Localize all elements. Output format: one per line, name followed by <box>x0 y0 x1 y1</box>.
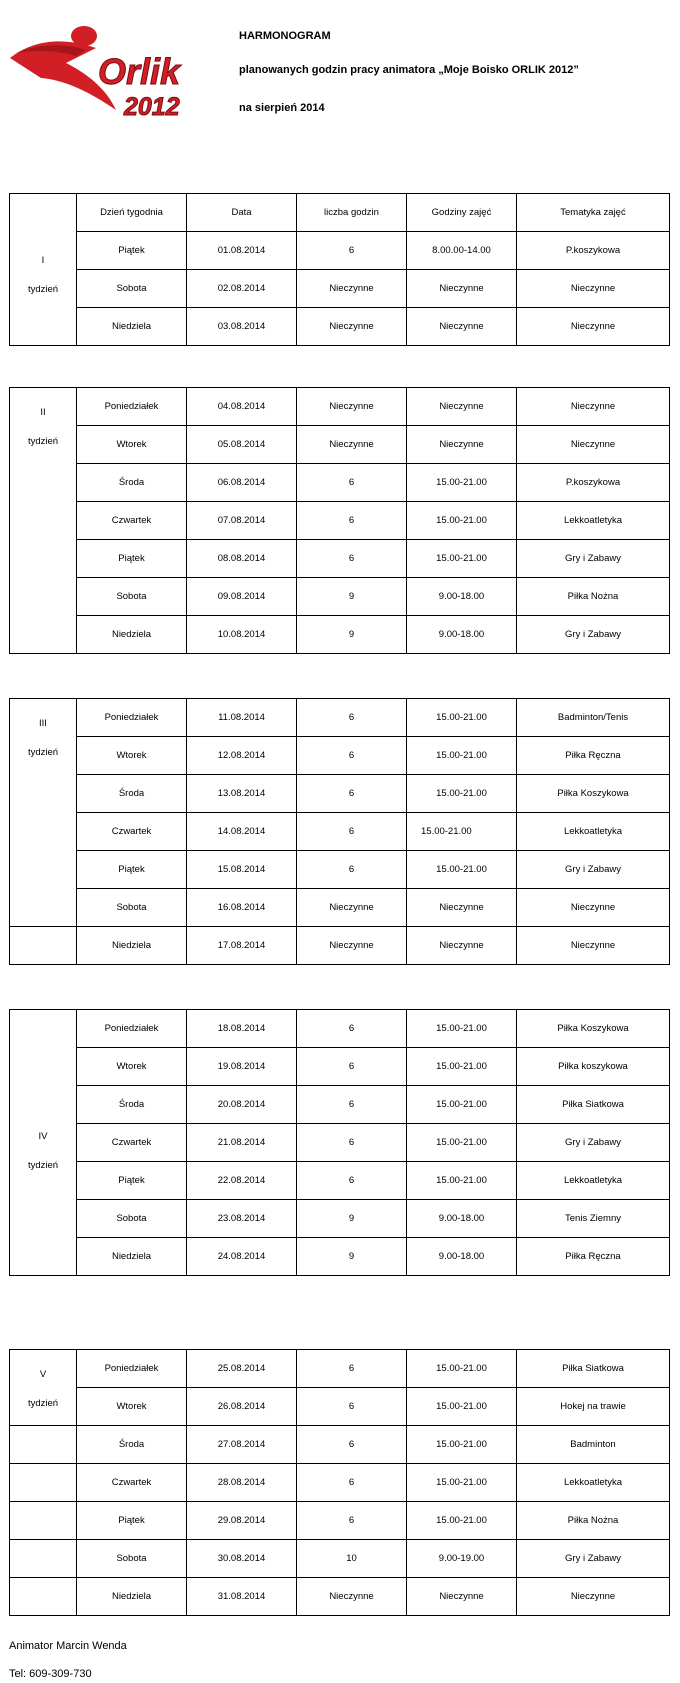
date-cell: 11.08.2014 <box>187 699 297 737</box>
topic-cell: Hokej na trawie <box>517 1388 670 1426</box>
hours-cell: Nieczynne <box>407 270 517 308</box>
animator-phone: Tel: 609-309-730 <box>9 1668 92 1680</box>
week-number: III <box>39 718 47 729</box>
date-cell: 28.08.2014 <box>187 1464 297 1502</box>
day-cell: Środa <box>77 775 187 813</box>
hours-cell: 15.00-21.00 <box>407 813 517 851</box>
document-period: na sierpień 2014 <box>239 102 325 114</box>
table-row <box>10 1350 670 1388</box>
topic-cell: Gry i Zabawy <box>517 851 670 889</box>
date-cell: 27.08.2014 <box>187 1426 297 1464</box>
date-cell: 16.08.2014 <box>187 889 297 927</box>
week-number: II <box>40 407 46 418</box>
hours-count-cell: 6 <box>297 1048 407 1086</box>
hours-cell: 15.00-21.00 <box>407 540 517 578</box>
table-row <box>10 1540 670 1578</box>
date-cell: 01.08.2014 <box>187 232 297 270</box>
table-row <box>10 464 670 502</box>
week-label-cell-empty <box>10 1464 77 1502</box>
table-row <box>10 308 670 346</box>
day-cell: Piątek <box>77 1502 187 1540</box>
hours-cell: 15.00-21.00 <box>407 737 517 775</box>
hours-count-cell: Nieczynne <box>297 388 407 426</box>
animator-name: Animator Marcin Wenda <box>9 1640 127 1652</box>
table-row <box>10 737 670 775</box>
week-label-cell <box>10 1350 77 1426</box>
topic-cell: Piłka Ręczna <box>517 737 670 775</box>
hours-count-cell: 9 <box>297 1238 407 1276</box>
hours-count-cell: Nieczynne <box>297 889 407 927</box>
table-row <box>10 540 670 578</box>
week-label-cell-empty <box>10 1540 77 1578</box>
topic-cell: Piłka Nożna <box>517 578 670 616</box>
date-cell: 21.08.2014 <box>187 1124 297 1162</box>
topic-cell: Piłka Nożna <box>517 1502 670 1540</box>
logo-head-icon <box>71 26 97 46</box>
day-cell: Środa <box>77 1426 187 1464</box>
topic-cell: P.koszykowa <box>517 232 670 270</box>
hours-cell: 15.00-21.00 <box>407 1010 517 1048</box>
day-cell: Poniedziałek <box>77 1350 187 1388</box>
topic-cell: Piłka Ręczna <box>517 1238 670 1276</box>
date-cell: 31.08.2014 <box>187 1578 297 1616</box>
date-cell: 22.08.2014 <box>187 1162 297 1200</box>
day-cell: Niedziela <box>77 308 187 346</box>
day-cell: Czwartek <box>77 1464 187 1502</box>
hours-cell: Nieczynne <box>407 1578 517 1616</box>
date-cell: 26.08.2014 <box>187 1388 297 1426</box>
hours-cell: 15.00-21.00 <box>407 1124 517 1162</box>
table-row <box>10 502 670 540</box>
topic-cell: Piłka Koszykowa <box>517 775 670 813</box>
week-2-table <box>9 387 670 654</box>
hours-cell: 15.00-21.00 <box>407 775 517 813</box>
hours-count-cell: 9 <box>297 578 407 616</box>
topic-cell: Nieczynne <box>517 927 670 965</box>
hours-count-cell: 6 <box>297 540 407 578</box>
hours-cell: 15.00-21.00 <box>407 1426 517 1464</box>
day-cell: Sobota <box>77 578 187 616</box>
day-cell: Środa <box>77 1086 187 1124</box>
hours-count-cell: 6 <box>297 1010 407 1048</box>
topic-cell: Gry i Zabawy <box>517 1540 670 1578</box>
day-cell: Sobota <box>77 270 187 308</box>
hours-count-cell: Nieczynne <box>297 270 407 308</box>
table-row <box>10 1578 670 1616</box>
table-row <box>10 889 670 927</box>
date-cell: 06.08.2014 <box>187 464 297 502</box>
table-row <box>10 813 670 851</box>
day-cell: Wtorek <box>77 1048 187 1086</box>
table-row <box>10 1010 670 1048</box>
column-header-hours: Godziny zajęć <box>407 194 517 232</box>
date-cell: 08.08.2014 <box>187 540 297 578</box>
day-cell: Piątek <box>77 232 187 270</box>
hours-count-cell: 6 <box>297 699 407 737</box>
date-cell: 20.08.2014 <box>187 1086 297 1124</box>
hours-cell: 15.00-21.00 <box>407 1162 517 1200</box>
hours-count-cell: 6 <box>297 851 407 889</box>
hours-count-cell: 6 <box>297 775 407 813</box>
table-row <box>10 851 670 889</box>
day-cell: Wtorek <box>77 1388 187 1426</box>
date-cell: 04.08.2014 <box>187 388 297 426</box>
hours-count-cell: 9 <box>297 616 407 654</box>
week-label-cell-empty <box>10 1502 77 1540</box>
week-4-table <box>9 1009 670 1276</box>
hours-cell: 9.00-18.00 <box>407 616 517 654</box>
document-title: HARMONOGRAM <box>239 30 331 42</box>
week-label-cell <box>10 388 77 654</box>
week-word: tydzień <box>27 436 59 447</box>
hours-count-cell: 6 <box>297 737 407 775</box>
table-row <box>10 1388 670 1426</box>
hours-cell: 9.00-19.00 <box>407 1540 517 1578</box>
week-label-cell <box>10 699 77 927</box>
topic-cell: Nieczynne <box>517 426 670 464</box>
hours-cell: 15.00-21.00 <box>407 1350 517 1388</box>
table-row <box>10 232 670 270</box>
hours-cell: Nieczynne <box>407 889 517 927</box>
table-row <box>10 1124 670 1162</box>
column-header-hours-count: liczba godzin <box>297 194 407 232</box>
hours-count-cell: 6 <box>297 1388 407 1426</box>
hours-count-cell: 6 <box>297 232 407 270</box>
week-label-cell-empty <box>10 927 77 965</box>
day-cell: Wtorek <box>77 737 187 775</box>
hours-cell: 8.00.00-14.00 <box>407 232 517 270</box>
table-row <box>10 775 670 813</box>
day-cell: Poniedziałek <box>77 388 187 426</box>
day-cell: Piątek <box>77 540 187 578</box>
date-cell: 30.08.2014 <box>187 1540 297 1578</box>
week-label-cell-empty <box>10 1426 77 1464</box>
hours-count-cell: 6 <box>297 1426 407 1464</box>
hours-count-cell: 6 <box>297 1464 407 1502</box>
date-cell: 02.08.2014 <box>187 270 297 308</box>
topic-cell: Nieczynne <box>517 270 670 308</box>
hours-cell: 15.00-21.00 <box>407 1464 517 1502</box>
day-cell: Sobota <box>77 1540 187 1578</box>
day-cell: Czwartek <box>77 502 187 540</box>
hours-cell: 15.00-21.00 <box>407 464 517 502</box>
topic-cell: Lekkoatletyka <box>517 1464 670 1502</box>
topic-cell: Piłka koszykowa <box>517 1048 670 1086</box>
date-cell: 23.08.2014 <box>187 1200 297 1238</box>
date-cell: 15.08.2014 <box>187 851 297 889</box>
date-cell: 25.08.2014 <box>187 1350 297 1388</box>
week-number: IV <box>38 1131 48 1142</box>
table-row <box>10 1048 670 1086</box>
topic-cell: Tenis Ziemny <box>517 1200 670 1238</box>
table-row <box>10 578 670 616</box>
svg-text:2012: 2012 <box>124 93 180 118</box>
hours-cell: 15.00-21.00 <box>407 1388 517 1426</box>
date-cell: 19.08.2014 <box>187 1048 297 1086</box>
week-word: tydzień <box>27 747 59 758</box>
table-row <box>10 1200 670 1238</box>
svg-text:Orlik: Orlik <box>98 51 181 92</box>
table-row <box>10 1464 670 1502</box>
day-cell: Piątek <box>77 1162 187 1200</box>
date-cell: 10.08.2014 <box>187 616 297 654</box>
hours-cell: 15.00-21.00 <box>407 1086 517 1124</box>
topic-cell: Piłka Siatkowa <box>517 1350 670 1388</box>
hours-cell: 15.00-21.00 <box>407 1048 517 1086</box>
table-row <box>10 1502 670 1540</box>
day-cell: Niedziela <box>77 616 187 654</box>
header-row <box>10 194 670 232</box>
day-cell: Piątek <box>77 851 187 889</box>
date-cell: 17.08.2014 <box>187 927 297 965</box>
hours-count-cell: Nieczynne <box>297 426 407 464</box>
table-row <box>10 1086 670 1124</box>
column-header-topic: Tematyka zajęć <box>517 194 670 232</box>
day-cell: Sobota <box>77 1200 187 1238</box>
table-row <box>10 270 670 308</box>
topic-cell: Badminton/Tenis <box>517 699 670 737</box>
hours-cell: Nieczynne <box>407 388 517 426</box>
day-cell: Niedziela <box>77 1578 187 1616</box>
topic-cell: Nieczynne <box>517 388 670 426</box>
hours-count-cell: 6 <box>297 464 407 502</box>
date-cell: 29.08.2014 <box>187 1502 297 1540</box>
hours-cell: Nieczynne <box>407 308 517 346</box>
day-cell: Środa <box>77 464 187 502</box>
topic-cell: Nieczynne <box>517 889 670 927</box>
date-cell: 24.08.2014 <box>187 1238 297 1276</box>
topic-cell: Gry i Zabawy <box>517 616 670 654</box>
table-row <box>10 699 670 737</box>
hours-cell: 9.00-18.00 <box>407 1238 517 1276</box>
topic-cell: Lekkoatletyka <box>517 1162 670 1200</box>
topic-cell: Gry i Zabawy <box>517 540 670 578</box>
hours-count-cell: 6 <box>297 1502 407 1540</box>
table-row <box>10 426 670 464</box>
day-cell: Sobota <box>77 889 187 927</box>
hours-count-cell: 6 <box>297 1086 407 1124</box>
week-label-cell-empty <box>10 1578 77 1616</box>
hours-cell: Nieczynne <box>407 426 517 464</box>
date-cell: 13.08.2014 <box>187 775 297 813</box>
hours-cell: Nieczynne <box>407 927 517 965</box>
table-row <box>10 1162 670 1200</box>
hours-count-cell: 10 <box>297 1540 407 1578</box>
hours-cell: 15.00-21.00 <box>407 502 517 540</box>
table-row <box>10 616 670 654</box>
document-subtitle: planowanych godzin pracy animatora „Moje Boisko ORLIK 2012” <box>239 64 579 76</box>
table-row <box>10 1238 670 1276</box>
hours-cell: 15.00-21.00 <box>407 699 517 737</box>
date-cell: 12.08.2014 <box>187 737 297 775</box>
hours-count-cell: 6 <box>297 502 407 540</box>
topic-cell: Piłka Siatkowa <box>517 1086 670 1124</box>
topic-cell: Nieczynne <box>517 1578 670 1616</box>
hours-cell: 15.00-21.00 <box>407 1502 517 1540</box>
hours-count-cell: 6 <box>297 813 407 851</box>
week-3-table <box>9 698 670 965</box>
week-word: tydzień <box>27 283 59 295</box>
week-5-table <box>9 1349 670 1616</box>
day-cell: Niedziela <box>77 1238 187 1276</box>
date-cell: 09.08.2014 <box>187 578 297 616</box>
week-label-cell <box>10 1010 77 1276</box>
topic-cell: P.koszykowa <box>517 464 670 502</box>
table-row <box>10 1426 670 1464</box>
hours-cell: 15.00-21.00 <box>407 851 517 889</box>
hours-count-cell: 6 <box>297 1124 407 1162</box>
week-label-cell <box>10 194 77 346</box>
hours-count-cell: Nieczynne <box>297 927 407 965</box>
column-header-date: Data <box>187 194 297 232</box>
date-cell: 05.08.2014 <box>187 426 297 464</box>
date-cell: 03.08.2014 <box>187 308 297 346</box>
topic-cell: Lekkoatletyka <box>517 813 670 851</box>
hours-count-cell: Nieczynne <box>297 308 407 346</box>
date-cell: 07.08.2014 <box>187 502 297 540</box>
day-cell: Niedziela <box>77 927 187 965</box>
week-word: tydzień <box>27 1398 59 1409</box>
week-1-table <box>9 193 670 346</box>
week-number: I <box>41 254 45 266</box>
day-cell: Czwartek <box>77 813 187 851</box>
week-number: V <box>39 1369 47 1380</box>
hours-count-cell: 6 <box>297 1162 407 1200</box>
hours-cell: 9.00-18.00 <box>407 578 517 616</box>
date-cell: 14.08.2014 <box>187 813 297 851</box>
orlik-logo <box>6 18 206 118</box>
hours-count-cell: 9 <box>297 1200 407 1238</box>
topic-cell: Piłka Koszykowa <box>517 1010 670 1048</box>
week-word: tydzień <box>27 1160 59 1171</box>
hours-count-cell: 6 <box>297 1350 407 1388</box>
day-cell: Poniedziałek <box>77 699 187 737</box>
hours-count-cell: Nieczynne <box>297 1578 407 1616</box>
column-header-day: Dzień tygodnia <box>77 194 187 232</box>
date-cell: 18.08.2014 <box>187 1010 297 1048</box>
topic-cell: Gry i Zabawy <box>517 1124 670 1162</box>
topic-cell: Nieczynne <box>517 308 670 346</box>
day-cell: Wtorek <box>77 426 187 464</box>
topic-cell: Badminton <box>517 1426 670 1464</box>
day-cell: Czwartek <box>77 1124 187 1162</box>
topic-cell: Lekkoatletyka <box>517 502 670 540</box>
hours-cell: 9.00-18.00 <box>407 1200 517 1238</box>
table-row <box>10 927 670 965</box>
day-cell: Poniedziałek <box>77 1010 187 1048</box>
table-row <box>10 388 670 426</box>
